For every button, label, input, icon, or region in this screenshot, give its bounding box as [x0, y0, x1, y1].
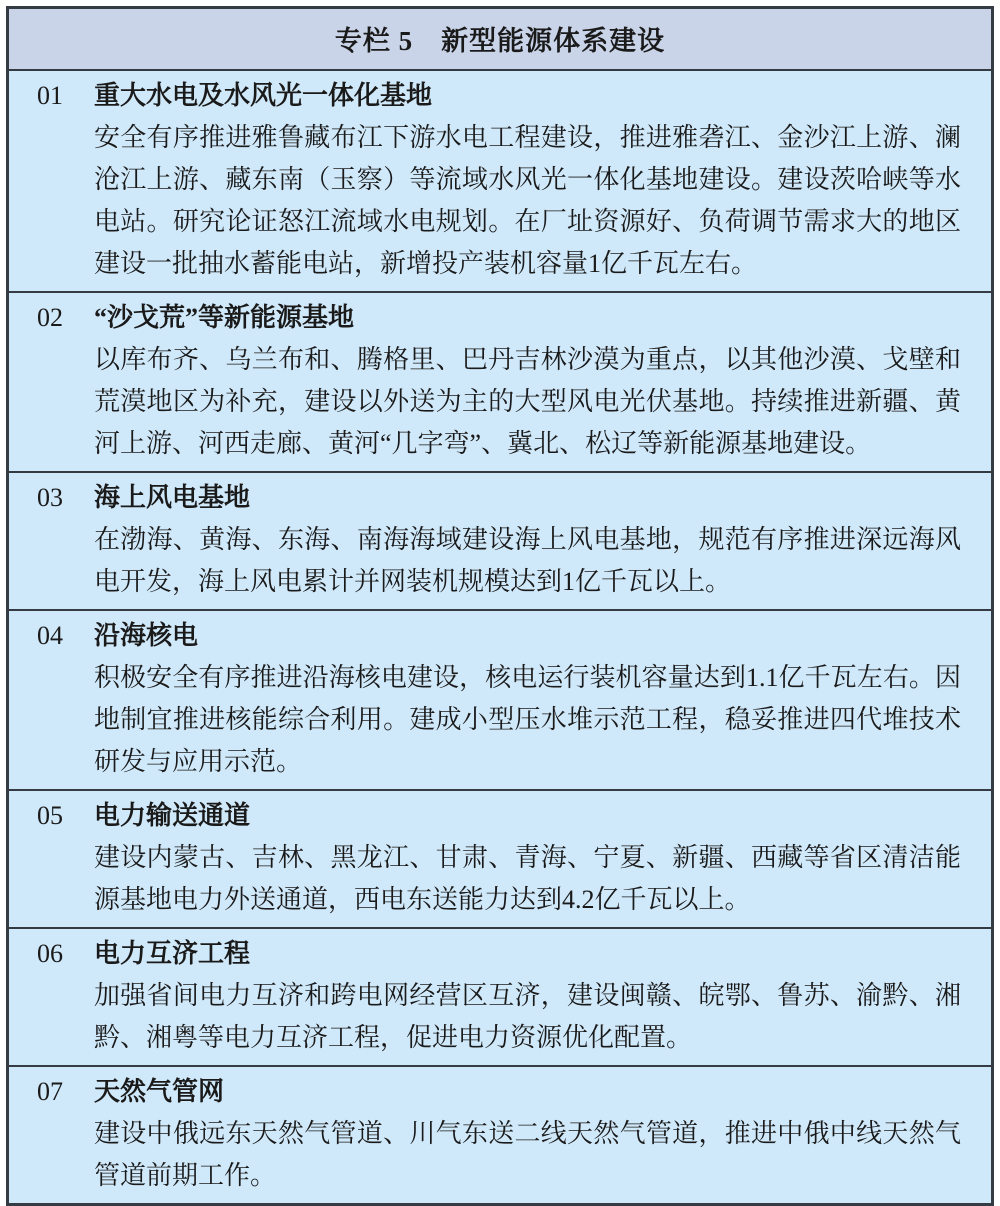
section-number: 04	[37, 621, 63, 650]
section-06	[9, 929, 991, 1067]
section-body: 在渤海、黄海、东海、南海海域建设海上风电基地，规范有序推进深远海风电开发，海上风电累计并网装机规模达到1亿千瓦以上。	[94, 525, 961, 596]
section-body: 以库布齐、乌兰布和、腾格里、巴丹吉林沙漠为重点，以其他沙漠、戈壁和荒漠地区为补充，建设以外送为主的大型风电光伏基地。持续推进新疆、黄河上游、河西走廊、黄河“几字弯”、冀北、松辽等新能源基地建设。	[94, 345, 961, 458]
section-05	[9, 791, 991, 929]
section-number: 02	[37, 303, 63, 332]
section-heading: 电力互济工程	[94, 939, 251, 968]
column-box-panel	[6, 6, 994, 1206]
section-heading: 电力输送通道	[94, 801, 251, 830]
section-number: 05	[37, 801, 63, 830]
section-body: 安全有序推进雅鲁藏布江下游水电工程建设，推进雅砻江、金沙江上游、澜沧江上游、藏东南（玉察）等流域水风光一体化基地建设。建设茨哈峡等水电站。研究论证怒江流域水电规划。在厂址资源好、负荷调节需求大的地区建设一批抽水蓄能电站，新增投产装机容量1亿千瓦左右。	[94, 123, 961, 278]
section-01	[9, 71, 991, 293]
section-02	[9, 293, 991, 473]
section-header	[37, 933, 961, 975]
section-number: 06	[37, 939, 63, 968]
section-body: 建设内蒙古、吉林、黑龙江、甘肃、青海、宁夏、新疆、西藏等省区清洁能源基地电力外送通道，西电东送能力达到4.2亿千瓦以上。	[94, 843, 961, 914]
section-header	[37, 615, 961, 657]
section-number: 07	[37, 1077, 63, 1106]
panel-title: 专栏 5 新型能源体系建设	[9, 9, 991, 71]
section-heading: 沿海核电	[94, 621, 199, 650]
section-heading: 重大水电及水风光一体化基地	[94, 81, 433, 110]
section-07	[9, 1067, 991, 1203]
section-body: 建设中俄远东天然气管道、川气东送二线天然气管道，推进中俄中线天然气管道前期工作。	[94, 1119, 961, 1190]
section-03	[9, 473, 991, 611]
section-header	[37, 795, 961, 837]
section-body: 积极安全有序推进沿海核电建设，核电运行装机容量达到1.1亿千瓦左右。因地制宜推进核能综合利用。建成小型压水堆示范工程，稳妥推进四代堆技术研发与应用示范。	[94, 663, 961, 776]
section-heading: 天然气管网	[94, 1077, 225, 1106]
section-04	[9, 611, 991, 791]
section-heading: “沙戈荒”等新能源基地	[94, 303, 355, 332]
section-body: 加强省间电力互济和跨电网经营区互济，建设闽赣、皖鄂、鲁苏、渝黔、湘黔、湘粤等电力互济工程，促进电力资源优化配置。	[94, 981, 961, 1052]
section-number: 03	[37, 483, 63, 512]
section-number: 01	[37, 81, 63, 110]
section-heading: 海上风电基地	[94, 483, 251, 512]
section-header	[37, 297, 961, 339]
section-header	[37, 75, 961, 117]
section-header	[37, 1071, 961, 1113]
section-header	[37, 477, 961, 519]
